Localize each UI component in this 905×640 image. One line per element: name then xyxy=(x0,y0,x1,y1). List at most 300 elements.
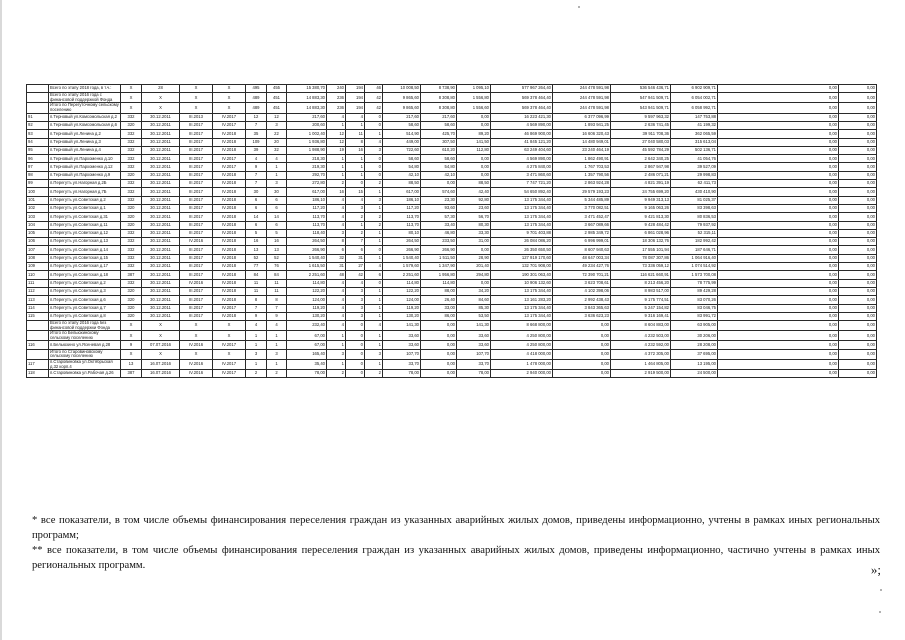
table-cell: 4 xyxy=(327,321,346,331)
table-cell: IV.2018 xyxy=(213,238,246,246)
table-cell: 3 xyxy=(346,304,365,312)
table-cell: III.2017 xyxy=(180,271,213,279)
table-cell: 0 xyxy=(346,341,365,349)
table-cell: 0,00 xyxy=(839,370,877,378)
table-cell: IV.2018 xyxy=(213,130,246,138)
table-cell: 103 xyxy=(27,213,49,221)
table-cell: 187 646,71 xyxy=(671,246,718,254)
table-cell: 07.07.2016 xyxy=(142,341,180,349)
table-row xyxy=(27,246,877,254)
table-cell: 0,00 xyxy=(839,238,877,246)
table-cell: 489 xyxy=(246,103,267,113)
table-cell: 0,00 xyxy=(421,370,457,378)
table-cell: 39 xyxy=(246,146,267,154)
footnote-single-asterisk: * все показатели, в том числе объемы финансирования переселения граждан из указанных аварийных жилых домов, приведены информационно, учтены в рамках иных региональных программ; xyxy=(32,515,880,541)
table-cell: 9 949 313,13 xyxy=(611,196,671,204)
table-cell: 2 xyxy=(327,370,346,378)
table-cell: 0,00 xyxy=(839,171,877,179)
table-row xyxy=(27,196,877,204)
table-row xyxy=(27,238,877,246)
table-cell: 48 xyxy=(327,271,346,279)
table-cell: 113,70 xyxy=(383,213,421,221)
table-cell: 6 xyxy=(346,246,365,254)
table-cell: IV.2018 xyxy=(213,263,246,271)
table-cell: Х xyxy=(213,331,246,341)
table-cell: п.Перегутъ ул.Советская д.31 xyxy=(49,213,121,221)
table-cell: Х xyxy=(213,85,246,93)
table-cell: 425,70 xyxy=(421,130,457,138)
table-cell: 320 xyxy=(121,171,142,179)
table-cell: 0,00 xyxy=(839,163,877,171)
table-cell: 2 xyxy=(346,229,365,237)
table-cell: 217,60 xyxy=(287,113,327,121)
table-cell: 489 xyxy=(246,93,267,103)
table-cell: 3 636 623,23 xyxy=(553,312,611,320)
table-cell: 2 985 349,72 xyxy=(553,229,611,237)
table-cell: 0,00 xyxy=(421,341,457,349)
table-cell: 5 xyxy=(246,229,267,237)
table-cell: Х xyxy=(142,321,180,331)
table-cell: 115 xyxy=(27,312,49,320)
table-cell: 28 208,00 xyxy=(671,341,718,349)
table-row xyxy=(27,263,877,271)
table-cell: 194 xyxy=(346,93,365,103)
table-cell: 0,00 xyxy=(839,271,877,279)
table-cell: 46 xyxy=(365,85,383,93)
table-cell: 1 xyxy=(365,287,383,295)
table-cell: III.2017 xyxy=(180,146,213,154)
table-cell: 18 306 132,76 xyxy=(611,238,671,246)
table-row xyxy=(27,349,877,359)
table-cell: 102 xyxy=(27,204,49,212)
table-cell: 264,50 xyxy=(287,238,327,246)
table-cell: IV.2018 xyxy=(213,254,246,262)
table-cell: п.Перегутъ ул.Советская д.2 xyxy=(49,279,121,287)
table-cell: III.2017 xyxy=(180,130,213,138)
table-cell: 3 xyxy=(346,296,365,304)
table-cell: 9 421 813,30 xyxy=(611,213,671,221)
table-cell: 30.12.2011 xyxy=(142,171,180,179)
table-cell: 30.12.2011 xyxy=(142,254,180,262)
table-row xyxy=(27,180,877,188)
table-cell: 97 xyxy=(27,163,49,171)
table-cell: 320 xyxy=(121,304,142,312)
table-cell: 20 xyxy=(267,138,287,146)
table-cell: 4 xyxy=(365,263,383,271)
table-cell: 6 xyxy=(246,221,267,229)
table-cell: 6 377 096,99 xyxy=(553,113,611,121)
table-cell: 4 569 890,00 xyxy=(491,155,553,163)
table-cell: 451 xyxy=(267,93,287,103)
table-cell: 3 xyxy=(365,349,383,359)
table-cell: 14 xyxy=(267,213,287,221)
table-cell: п.Перегутъ ул.Советская д.3 xyxy=(49,287,121,295)
table-cell: 5 xyxy=(267,229,287,237)
table-cell: IV.2018 xyxy=(213,229,246,237)
table-cell: 14 883,30 xyxy=(287,103,327,113)
table-cell: 1 347,90 xyxy=(421,263,457,271)
table-cell: 6 xyxy=(246,204,267,212)
table-cell: Х xyxy=(180,93,213,103)
table-cell xyxy=(27,331,49,341)
table-cell: Х xyxy=(180,349,213,359)
footnotes xyxy=(32,513,880,573)
table-cell: п.Перегутъ ул.Советская д.2 xyxy=(49,196,121,204)
table-cell: 3 xyxy=(346,312,365,320)
table-cell: IV.2017 xyxy=(213,304,246,312)
table-cell: п.Перегутъ ул.Советская д.6 xyxy=(49,296,121,304)
table-cell: 107 xyxy=(27,246,49,254)
table-cell: 0 xyxy=(365,279,383,287)
table-cell: 4 xyxy=(246,155,267,163)
table-cell: 141,30 xyxy=(457,321,491,331)
table-cell: 332 xyxy=(121,229,142,237)
table-cell: 80,30 xyxy=(457,221,491,229)
table-cell: 0,00 xyxy=(839,349,877,359)
table-cell: III.2017 xyxy=(180,221,213,229)
table-cell: 13 175 344,40 xyxy=(491,196,553,204)
table-cell: 23,60 xyxy=(457,204,491,212)
table-cell: 4 xyxy=(327,204,346,212)
table-cell: 58,60 xyxy=(421,155,457,163)
table-cell: III.2013 xyxy=(180,113,213,121)
table-cell: 3 770 082,51 xyxy=(553,204,611,212)
table-cell: 320 xyxy=(121,312,142,320)
table-cell: 0,00 xyxy=(718,93,839,103)
table-cell: 320 xyxy=(121,296,142,304)
table-cell: 2 xyxy=(365,221,383,229)
table-cell: IV.2018 xyxy=(213,221,246,229)
table-cell: 49 234 427,76 xyxy=(553,263,611,271)
table-cell: 1 579,60 xyxy=(383,263,421,271)
table-cell: 6 xyxy=(246,196,267,204)
table-cell: 4 275 840,00 xyxy=(491,163,553,171)
table-cell: 1 615,50 xyxy=(287,263,327,271)
table-cell: 1 xyxy=(346,171,365,179)
table-cell: III.2017 xyxy=(180,204,213,212)
table-cell: IV.2018 xyxy=(213,246,246,254)
table-cell: 236 xyxy=(327,103,346,113)
table-cell: 0,00 xyxy=(718,304,839,312)
table-cell: п.Бельюхино ул.Ясеневая д.28 xyxy=(49,341,121,349)
table-cell: 30.12.2011 xyxy=(142,138,180,146)
table-cell: Х xyxy=(180,103,213,113)
table-cell: 32 xyxy=(267,146,287,154)
table-cell: 30.12.2011 xyxy=(142,180,180,188)
table-cell: 1 511,50 xyxy=(421,254,457,262)
scan-dot xyxy=(879,611,881,613)
table-cell: 266,90 xyxy=(287,246,327,254)
table-cell: 80 836,53 xyxy=(671,213,718,221)
table-cell: 11 xyxy=(246,279,267,287)
table-row xyxy=(27,304,877,312)
table-cell: 0,00 xyxy=(839,359,877,369)
table-cell: 1 xyxy=(346,163,365,171)
table-cell: 11 xyxy=(246,287,267,295)
scan-dot xyxy=(578,6,580,8)
table-cell: 1 540,40 xyxy=(287,254,327,262)
table-row xyxy=(27,130,877,138)
table-cell: 58,60 xyxy=(383,155,421,163)
table-cell: 34,20 xyxy=(457,287,491,295)
table-cell: 30.12.2011 xyxy=(142,204,180,212)
table-cell: Х xyxy=(121,321,142,331)
table-cell: 332 xyxy=(121,254,142,262)
table-cell: IV.2018 xyxy=(213,287,246,295)
table-cell: 0,00 xyxy=(457,121,491,129)
table-cell: п.Перегутъ ул.Советская д.18 xyxy=(49,271,121,279)
table-cell: 0,00 xyxy=(839,196,877,204)
table-cell: 7 xyxy=(246,121,267,129)
table-cell: 4 xyxy=(327,213,346,221)
table-cell: 16 xyxy=(346,146,365,154)
table-cell: III.2017 xyxy=(180,180,213,188)
table-cell: 536 546 436,71 xyxy=(611,85,671,93)
table-cell: 30.12.2011 xyxy=(142,229,180,237)
table-cell: 4 xyxy=(267,321,287,331)
table-cell: 78 087 307,86 xyxy=(611,254,671,262)
table-cell: 42 xyxy=(346,271,365,279)
table-cell: 577 967 264,40 xyxy=(491,85,553,93)
table-cell: 2 636 741,45 xyxy=(611,121,671,129)
table-cell: 315 613,04 xyxy=(671,138,718,146)
table-cell: III.2017 xyxy=(180,163,213,171)
table-cell: 0,00 xyxy=(839,229,877,237)
table-cell: 52 xyxy=(246,254,267,262)
table-cell: 0,00 xyxy=(718,296,839,304)
table-cell: п.Перегутъ ул.Советская д.12 xyxy=(49,229,121,237)
table-cell: 1 074 514,92 xyxy=(671,263,718,271)
table-cell: 2 992 438,43 xyxy=(553,296,611,304)
table-cell: 0,00 xyxy=(421,180,457,188)
table-cell: 16 223 421,30 xyxy=(491,113,553,121)
table-cell: 2 251,60 xyxy=(287,271,327,279)
table-cell: 0 xyxy=(346,331,365,341)
table-cell: 12 xyxy=(327,130,346,138)
table-cell: 2 xyxy=(246,370,267,378)
table-cell: 2 642 340,25 xyxy=(611,155,671,163)
table-cell: 6 xyxy=(327,246,346,254)
table-cell: п.Перегутъ ул.Нагорная д.7Б xyxy=(49,188,121,196)
table-cell: 113 xyxy=(27,296,49,304)
table-cell: 62 411,73 xyxy=(671,180,718,188)
table-cell: 0,00 xyxy=(718,279,839,287)
table-cell: Х xyxy=(213,93,246,103)
table-cell: 0,00 xyxy=(718,312,839,320)
table-cell: 1 xyxy=(327,359,346,369)
table-cell: 320 xyxy=(121,221,142,229)
table-cell: 3 xyxy=(346,204,365,212)
table-cell xyxy=(27,85,49,93)
table-cell: IV.2018 xyxy=(213,180,246,188)
table-cell: 6 xyxy=(267,196,287,204)
table-cell: 31,00 xyxy=(457,238,491,246)
table-cell: 30.12.2011 xyxy=(142,238,180,246)
table-cell: 67,00 xyxy=(287,341,327,349)
table-cell: 42 xyxy=(365,103,383,113)
table-cell: 33,70 xyxy=(383,359,421,369)
table-cell: 15 380,70 xyxy=(287,85,327,93)
table-cell: 201,40 xyxy=(457,263,491,271)
table-cell: 117,20 xyxy=(287,204,327,212)
table-cell: 104 xyxy=(27,221,49,229)
table-cell: 266,90 xyxy=(383,246,421,254)
table-cell: 4 821 391,19 xyxy=(611,180,671,188)
table-cell: 451 xyxy=(267,103,287,113)
table-cell: 42 xyxy=(365,93,383,103)
table-cell: 1 xyxy=(365,341,383,349)
table-cell: 4 418 000,00 xyxy=(491,349,553,359)
table-cell: Итого по Бельюхинскому сельскому поселению xyxy=(49,331,121,341)
table-cell: 7 xyxy=(346,238,365,246)
table-cell: 130,20 xyxy=(383,312,421,320)
table-cell: 1 xyxy=(346,221,365,229)
table-row xyxy=(27,85,877,93)
table-cell: 1 xyxy=(365,188,383,196)
table-cell: 0,00 xyxy=(718,171,839,179)
table-cell: 10 906 132,60 xyxy=(491,279,553,287)
table-cell: 0,00 xyxy=(718,246,839,254)
table-cell: IV.2016 xyxy=(180,279,213,287)
table-cell: 4 xyxy=(267,155,287,163)
table-cell: 101 xyxy=(27,196,49,204)
table-cell: 8 738,90 xyxy=(421,85,457,93)
table-cell: 502 136,71 xyxy=(671,146,718,154)
table-row xyxy=(27,287,877,295)
table-cell: 93 xyxy=(27,130,49,138)
table-cell: 0,00 xyxy=(839,93,877,103)
table-cell: 244 478 591,98 xyxy=(553,103,611,113)
table-cell: IV.2016 xyxy=(180,370,213,378)
table-cell: 9 865,60 xyxy=(383,93,421,103)
table-cell: 2 486 071,21 xyxy=(611,171,671,179)
table-cell: 0,00 xyxy=(718,254,839,262)
table-cell: 83 398,63 xyxy=(671,204,718,212)
table-cell: 1 xyxy=(327,163,346,171)
table-cell: 186,10 xyxy=(287,196,327,204)
table-cell: 0,00 xyxy=(718,287,839,295)
table-cell: 19 xyxy=(327,146,346,154)
table-cell: IV.2018 xyxy=(213,213,246,221)
table-cell: 15 xyxy=(346,188,365,196)
table-cell: 2 251,60 xyxy=(383,271,421,279)
table-cell: 0 xyxy=(365,155,383,163)
table-cell: 0,00 xyxy=(718,321,839,331)
table-cell: 3 471 452,47 xyxy=(553,213,611,221)
table-cell: 240 xyxy=(327,85,346,93)
table-cell: 1 xyxy=(365,130,383,138)
table-cell: 88,00 xyxy=(421,287,457,295)
table-cell: 30.12.2011 xyxy=(142,296,180,304)
table-cell: 3 667 089,66 xyxy=(553,221,611,229)
table-cell: III.2017 xyxy=(180,312,213,320)
table-cell: 332 xyxy=(121,163,142,171)
table-cell: 332 xyxy=(121,196,142,204)
table-cell: 0,00 xyxy=(718,130,839,138)
table-cell: III.2017 xyxy=(180,304,213,312)
table-cell: 117 xyxy=(27,359,49,369)
table-cell: 4 xyxy=(327,287,346,295)
table-cell: п.Перегутъ ул.Советская д.13 xyxy=(49,238,121,246)
table-cell: 93,60 xyxy=(421,204,457,212)
table-cell: 617,00 xyxy=(383,188,421,196)
table-cell: 9 701 403,88 xyxy=(491,229,553,237)
table-cell: 13 195,00 xyxy=(671,359,718,369)
table-cell: 6 902 909,71 xyxy=(671,85,718,93)
table-cell: 4 250 800,00 xyxy=(491,331,553,341)
table-cell: 320 xyxy=(121,213,142,221)
table-cell: 32 xyxy=(327,254,346,262)
table-cell: 113,70 xyxy=(383,221,421,229)
table-cell: IV.2018 xyxy=(213,312,246,320)
table-cell: IV.2017 xyxy=(213,113,246,121)
table-cell: 11 xyxy=(346,130,365,138)
table-cell: 147 753,88 xyxy=(671,113,718,121)
table-cell: 30 xyxy=(246,188,267,196)
table-cell: 0,00 xyxy=(839,221,877,229)
table-cell: Х xyxy=(213,321,246,331)
table-cell: 1 xyxy=(267,341,287,349)
footnote-double-asterisk: ** все показатели, в том числе объемы финансирования переселения граждан из указанных аварийных жилых домов, приведены информационно, частично учтены в рамках иных региональных программ. xyxy=(32,545,880,571)
table-cell: 72 390 701,21 xyxy=(553,271,611,279)
table-cell: 1 893 941,25 xyxy=(553,121,611,129)
table-cell: 58,60 xyxy=(421,121,457,129)
table-cell: 9 428 484,42 xyxy=(611,221,671,229)
table-cell: 58,60 xyxy=(383,121,421,129)
table-cell: III.2017 xyxy=(180,287,213,295)
table-cell: 1 xyxy=(246,359,267,369)
table-cell: 0,00 xyxy=(718,138,839,146)
table-cell: 2 xyxy=(267,370,287,378)
table-row xyxy=(27,254,877,262)
table-cell: 52 xyxy=(267,254,287,262)
table-cell: 0,00 xyxy=(718,331,839,341)
table-cell: 0,00 xyxy=(839,121,877,129)
table-cell: 73 336 059,12 xyxy=(611,263,671,271)
table-cell: 4 xyxy=(365,321,383,331)
table-cell: 0 xyxy=(346,359,365,369)
table-cell: 0,00 xyxy=(839,113,877,121)
table-cell xyxy=(27,349,49,359)
table-cell: 0 xyxy=(365,113,383,121)
table-cell: 0,00 xyxy=(839,180,877,188)
table-cell: 113,70 xyxy=(287,213,327,221)
table-cell: 574,60 xyxy=(421,188,457,196)
table-cell: 1 xyxy=(365,331,383,341)
table-cell: 11 xyxy=(267,279,287,287)
table-cell xyxy=(27,103,49,113)
table-cell: п.Терновый ул.Комсомольская д.6 xyxy=(49,121,121,129)
table-cell: 0,00 xyxy=(718,263,839,271)
table-row xyxy=(27,312,877,320)
table-cell: 24 755 699,20 xyxy=(611,188,671,196)
table-cell: 13 175 344,40 xyxy=(491,287,553,295)
table-cell: 0,00 xyxy=(457,163,491,171)
table-cell: 9 xyxy=(246,312,267,320)
table-cell: 1 xyxy=(327,331,346,341)
table-cell: 233,50 xyxy=(421,238,457,246)
table-cell: 0,00 xyxy=(718,349,839,359)
table-cell: 119,20 xyxy=(287,304,327,312)
table-cell: Итого по Старовиновскому сельскому поселению xyxy=(49,349,121,359)
table-cell: 0,00 xyxy=(718,204,839,212)
table-cell: 1 556,60 xyxy=(457,103,491,113)
table-cell: п.Перегутъ ул.Советская д.1 xyxy=(49,204,121,212)
table-cell: п.Терновый ул.Пархоменко д.12 xyxy=(49,163,121,171)
table-cell: 0,00 xyxy=(421,321,457,331)
table-row xyxy=(27,121,877,129)
table-cell: 8 604 883,00 xyxy=(611,321,671,331)
